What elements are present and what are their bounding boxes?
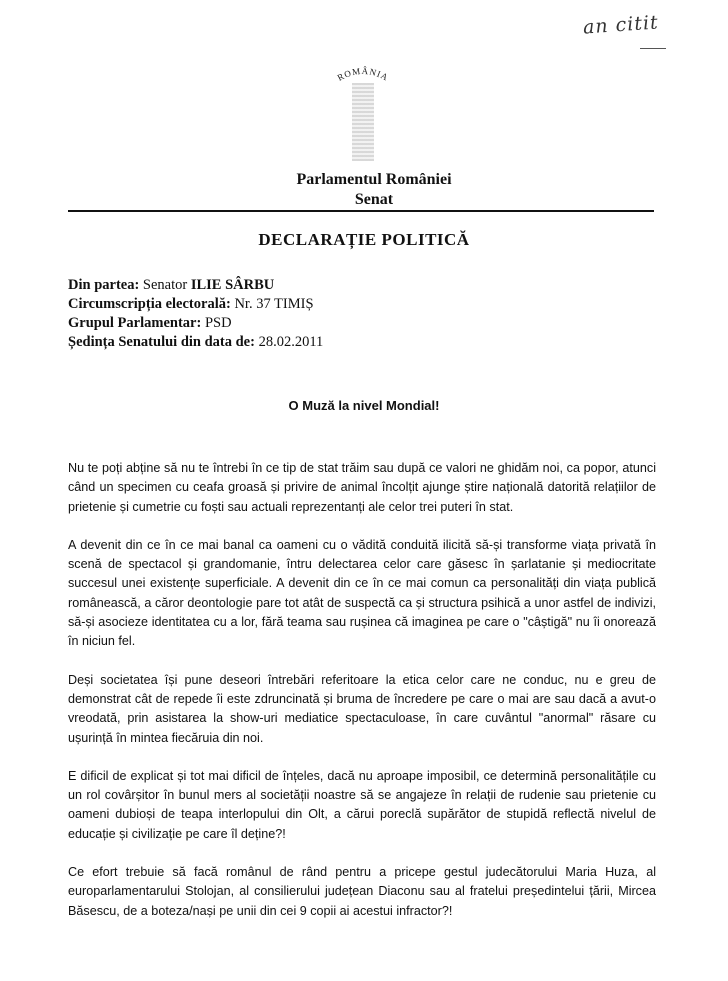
- meta-value: 28.02.2011: [258, 334, 324, 350]
- paragraph: A devenit din ce în ce mai banal ca oameni cu o vădită conduită ilicită să-și transforme viața privată în scenă de spectacol și grandomanie, întru delectarea celor care găsesc în șarlatanie și mediocritate succesul unei existențe superficiale. A devenit din ce în ce mai comun ca personalități din viața publică românească, a căror deontologie pare tot atât de suspectă ca și structura psihică a unor astfel de indivizi, să-și asocieze identitatea cu a lor, fără teama sau rușinea că imaginea pe care o "câștigă" nu îi onorează în niciun fel.: [68, 537, 656, 649]
- speech-title: O Muză la nivel Mondial!: [288, 398, 440, 413]
- speech-body: [68, 459, 656, 940]
- paragraph: E dificil de explicat și tot mai dificil de înțeles, dacă nu aproape imposibil, ce determină personalitățile cu un rol covârșitor în bunul mers al societății noastre să se angajeze în relații de rudenie sau prietenie cu oameni dubioși de teapa interlopului din Olt, a cărui poreclă supărător de stupidă reflectă nivelul de educație și civilizație pe care îl deține?!: [68, 768, 656, 841]
- paragraph: Nu te poți abține să nu te întrebi în ce tip de stat trăim sau după ce valori ne ghidăm noi, ca popor, atunci când un specimen cu ceafa groasă și privire de animal încolțit ajunge știre națională datorită relațiilor de prietenie și cumetrie cu foști sau actuali reprezentanți ale celor trei puteri în stat.: [68, 461, 656, 514]
- header-divider: [68, 210, 654, 212]
- meta-label: Ședința Senatului din data de:: [68, 334, 255, 350]
- handwritten-note: an citit: [582, 11, 660, 39]
- meta-label: Circumscripția electorală:: [68, 296, 231, 312]
- meta-value: PSD: [204, 315, 232, 331]
- paragraph: Ce efort trebuie să facă românul de rând pentru a pricepe gestul judecătorului Maria Huza, al europarlamentarului Stolojan, al consilierului județean Diaconu sau al fratelui președintelui țării, Mircea Băsescu, de a boteza/nași pe unii din cei 9 copii ai acestui infractor?!: [68, 865, 656, 918]
- romania-emblem: [318, 58, 408, 168]
- parliament-title: Parlamentul României: [296, 171, 452, 188]
- meta-row-group: [68, 314, 323, 333]
- senator-name: ILIE SÂRBU: [190, 277, 275, 293]
- paragraph: Deși societatea își pune deseori întrebări referitoare la etica celor care ne conduc, nu e greu de demonstrat cât de repede îi este zdruncinată și bruma de încredere pe care o mai are sau dacă a avut-o vreodată, prin asistarea la show-uri mediatice spectaculoase, în care cuvântul "anormal" răsare cu ușurință în mintea fiecăruia din noi.: [68, 672, 656, 745]
- meta-row-author: [68, 276, 323, 295]
- coat-of-arms-icon: [352, 83, 374, 161]
- meta-row-constituency: [68, 295, 323, 314]
- meta-value: Nr. 37 TIMIȘ: [234, 296, 314, 312]
- declaration-meta: [68, 276, 323, 352]
- meta-label: Grupul Parlamentar:: [68, 315, 202, 331]
- meta-row-session-date: [68, 333, 323, 352]
- meta-value: Senator: [142, 277, 191, 293]
- senate-title: Senat: [354, 191, 394, 208]
- handwritten-underline: [640, 48, 666, 49]
- svg-text:ROMÂNIA: ROMÂNIA: [335, 65, 391, 83]
- document-title: DECLARAȚIE POLITICĂ: [258, 230, 470, 249]
- meta-label: Din partea:: [68, 277, 140, 293]
